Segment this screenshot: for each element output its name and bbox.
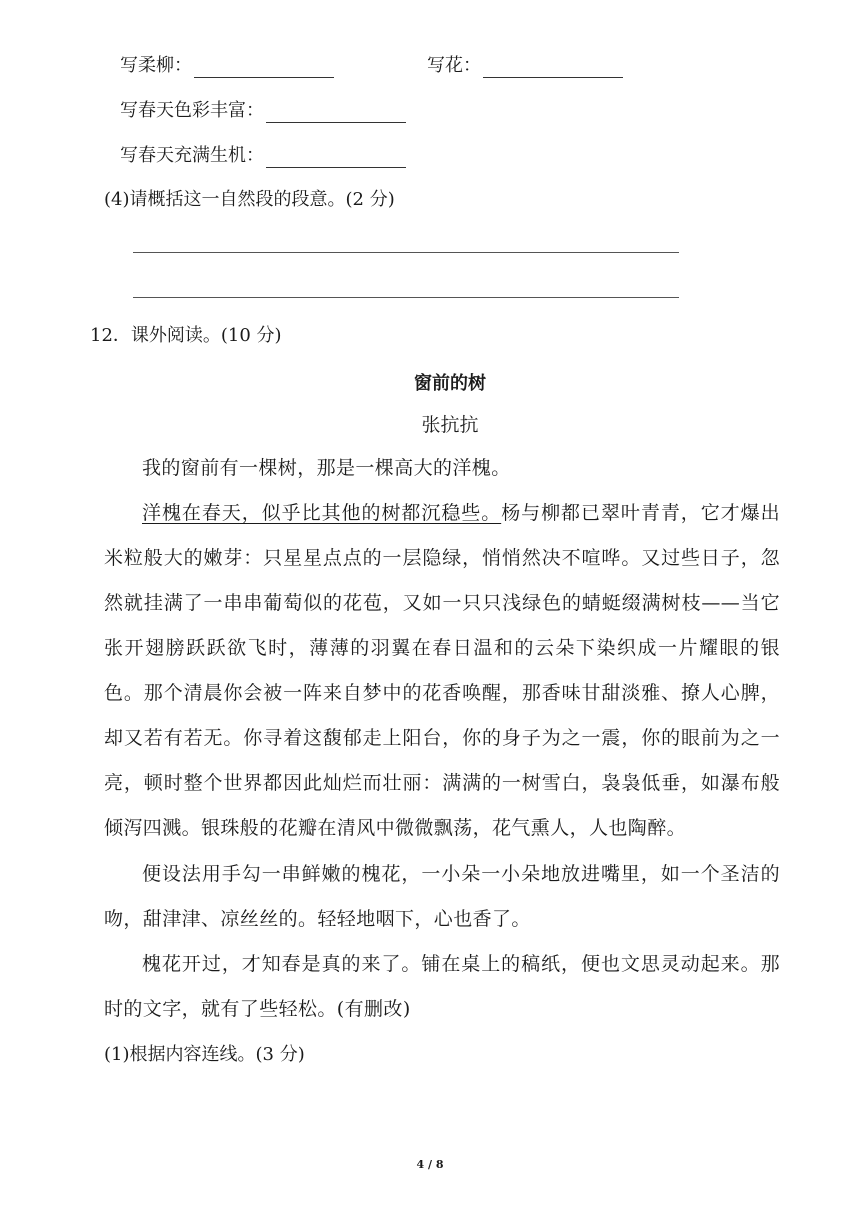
willow-answer-blank[interactable] <box>194 59 334 78</box>
paragraph-3: 便设法用手勾一串鲜嫩的槐花，一小朵一小朵地放进嘴里，如一个圣洁的吻，甜津津、凉丝丝的。轻轻地咽下，心也香了。 <box>104 863 780 930</box>
flower-answer-blank[interactable] <box>483 59 623 78</box>
answer-line-1[interactable] <box>133 252 679 253</box>
paragraph-2-rest: 杨与柳都已翠叶青青，它才爆出米粒般大的嫩芽：只星星点点的一层隐绿，悄悄然决不喧哗。又过些日子，忽然就挂满了一串串葡萄似的花苞，又如一只只浅绿色的蜻蜓缀满树枝——当它张开翅膀跃跃欲飞时，薄薄的羽翼在春日温和的云朵下染织成一片耀眼的银色。那个清晨你会被一阵来自梦中的花香唤醒，那香味甘甜淡雅、撩人心脾，却又若有若无。你寻着这馥郁走上阳台，你的身子为之一震，你的眼前为之一亮，顿时整个世界都因此灿烂而壮丽：满满的一树雪白，袅袅低垂，如瀑布般倾泻四溅。银珠般的花瓣在清风中微微飘荡，花气熏人，人也陶醉。 <box>104 502 780 839</box>
fill-willow <box>120 54 334 78</box>
flower-label: 写花： <box>427 55 481 76</box>
paragraph-4: 槐花开过，才知春是真的来了。铺在桌上的稿纸，便也文思灵动起来。那时的文字，就有了些轻松。(有删改) <box>104 953 780 1020</box>
fill-flower <box>427 54 623 78</box>
fill-vitality <box>120 144 406 168</box>
paragraph-1: 我的窗前有一棵树，那是一棵高大的洋槐。 <box>142 457 511 479</box>
article-title: 窗前的树 <box>414 373 486 394</box>
willow-label: 写柔柳： <box>120 55 192 76</box>
vitality-label: 写春天充满生机： <box>120 145 264 166</box>
underlined-sentence: 洋槐在春天，似乎比其他的树都沉稳些。 <box>142 502 502 524</box>
question-12: 12．课外阅读。(10 分) <box>90 325 282 346</box>
answer-line-2[interactable] <box>133 297 679 298</box>
vitality-answer-blank[interactable] <box>266 149 406 168</box>
question-1: (1)根据内容连线。(3 分) <box>104 1044 305 1065</box>
colorful-label: 写春天色彩丰富： <box>120 100 264 121</box>
paragraph-2 <box>104 491 780 851</box>
colorful-answer-blank[interactable] <box>266 104 406 123</box>
page-number: 4 / 8 <box>416 1158 444 1171</box>
question-4: (4)请概括这一自然段的段意。(2 分) <box>104 189 395 210</box>
fill-colorful <box>120 99 406 123</box>
article-author: 张抗抗 <box>421 414 479 436</box>
